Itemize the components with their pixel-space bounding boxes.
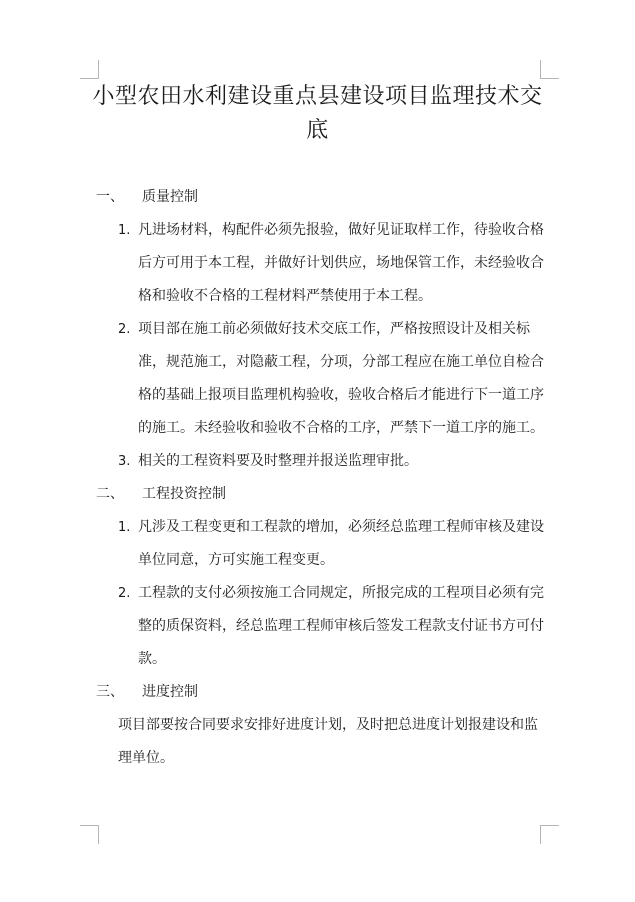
section-heading: 工程投资控制 [142, 486, 226, 502]
list-item-text: 凡进场材料，构配件必须先报验，做好见证取样工作，待验收合格后方可用于本工程，并做好计划供应，场地保管工作，未经验收合格和验收不合格的工程材料严禁使用于本工程。 [138, 222, 544, 304]
section-schedule-control [96, 676, 546, 709]
document-title: 小型农田水利建设重点县建设项目监理技术交底 [92, 84, 543, 143]
section-number: 三、 [96, 684, 124, 700]
list-item [96, 511, 546, 577]
corner-mark-bottom-right [540, 825, 559, 844]
list-item-text: 工程款的支付必须按施工合同规定，所报完成的工程项目必须有完整的质保资料，经总监理工程师审核后签发工程款支付证书方可付款。 [138, 585, 544, 667]
list-item-text: 相关的工程资料要及时整理并报送监理审批。 [138, 453, 418, 469]
list-item-text: 项目部在施工前必须做好技术交底工作，严格按照设计及相关标准，规范施工，对隐蔽工程，分项，分部工程应在施工单位自检合格的基础上报项目监理机构验收，验收合格后才能进行下一道工序的施工。未经验收和验收不合格的工序，严禁下一道工序的施工。 [138, 321, 544, 436]
list-item [96, 445, 546, 478]
list-marker: 2. [118, 322, 131, 337]
section-number: 一、 [96, 189, 124, 205]
list-item [96, 577, 546, 676]
section-quality-control [96, 181, 546, 214]
document-body [96, 181, 546, 775]
section-number: 二、 [96, 486, 124, 502]
section-heading: 进度控制 [142, 684, 198, 700]
section-investment-control [96, 478, 546, 511]
list-marker: 2. [118, 586, 131, 601]
list-item [96, 313, 546, 445]
corner-mark-bottom-left [80, 825, 99, 844]
corner-mark-top-left [80, 60, 99, 79]
list-marker: 1. [118, 520, 131, 535]
section-paragraph: 项目部要按合同要求安排好进度计划，及时把总进度计划报建设和监理单位。 [118, 717, 538, 766]
list-marker: 3. [118, 454, 131, 469]
section-heading: 质量控制 [142, 189, 198, 205]
list-marker: 1. [118, 223, 131, 238]
list-item-text: 凡涉及工程变更和工程款的增加，必须经总监理工程师审核及建设单位同意，方可实施工程变更。 [138, 519, 544, 568]
corner-mark-top-right [540, 60, 559, 79]
list-item [96, 214, 546, 313]
